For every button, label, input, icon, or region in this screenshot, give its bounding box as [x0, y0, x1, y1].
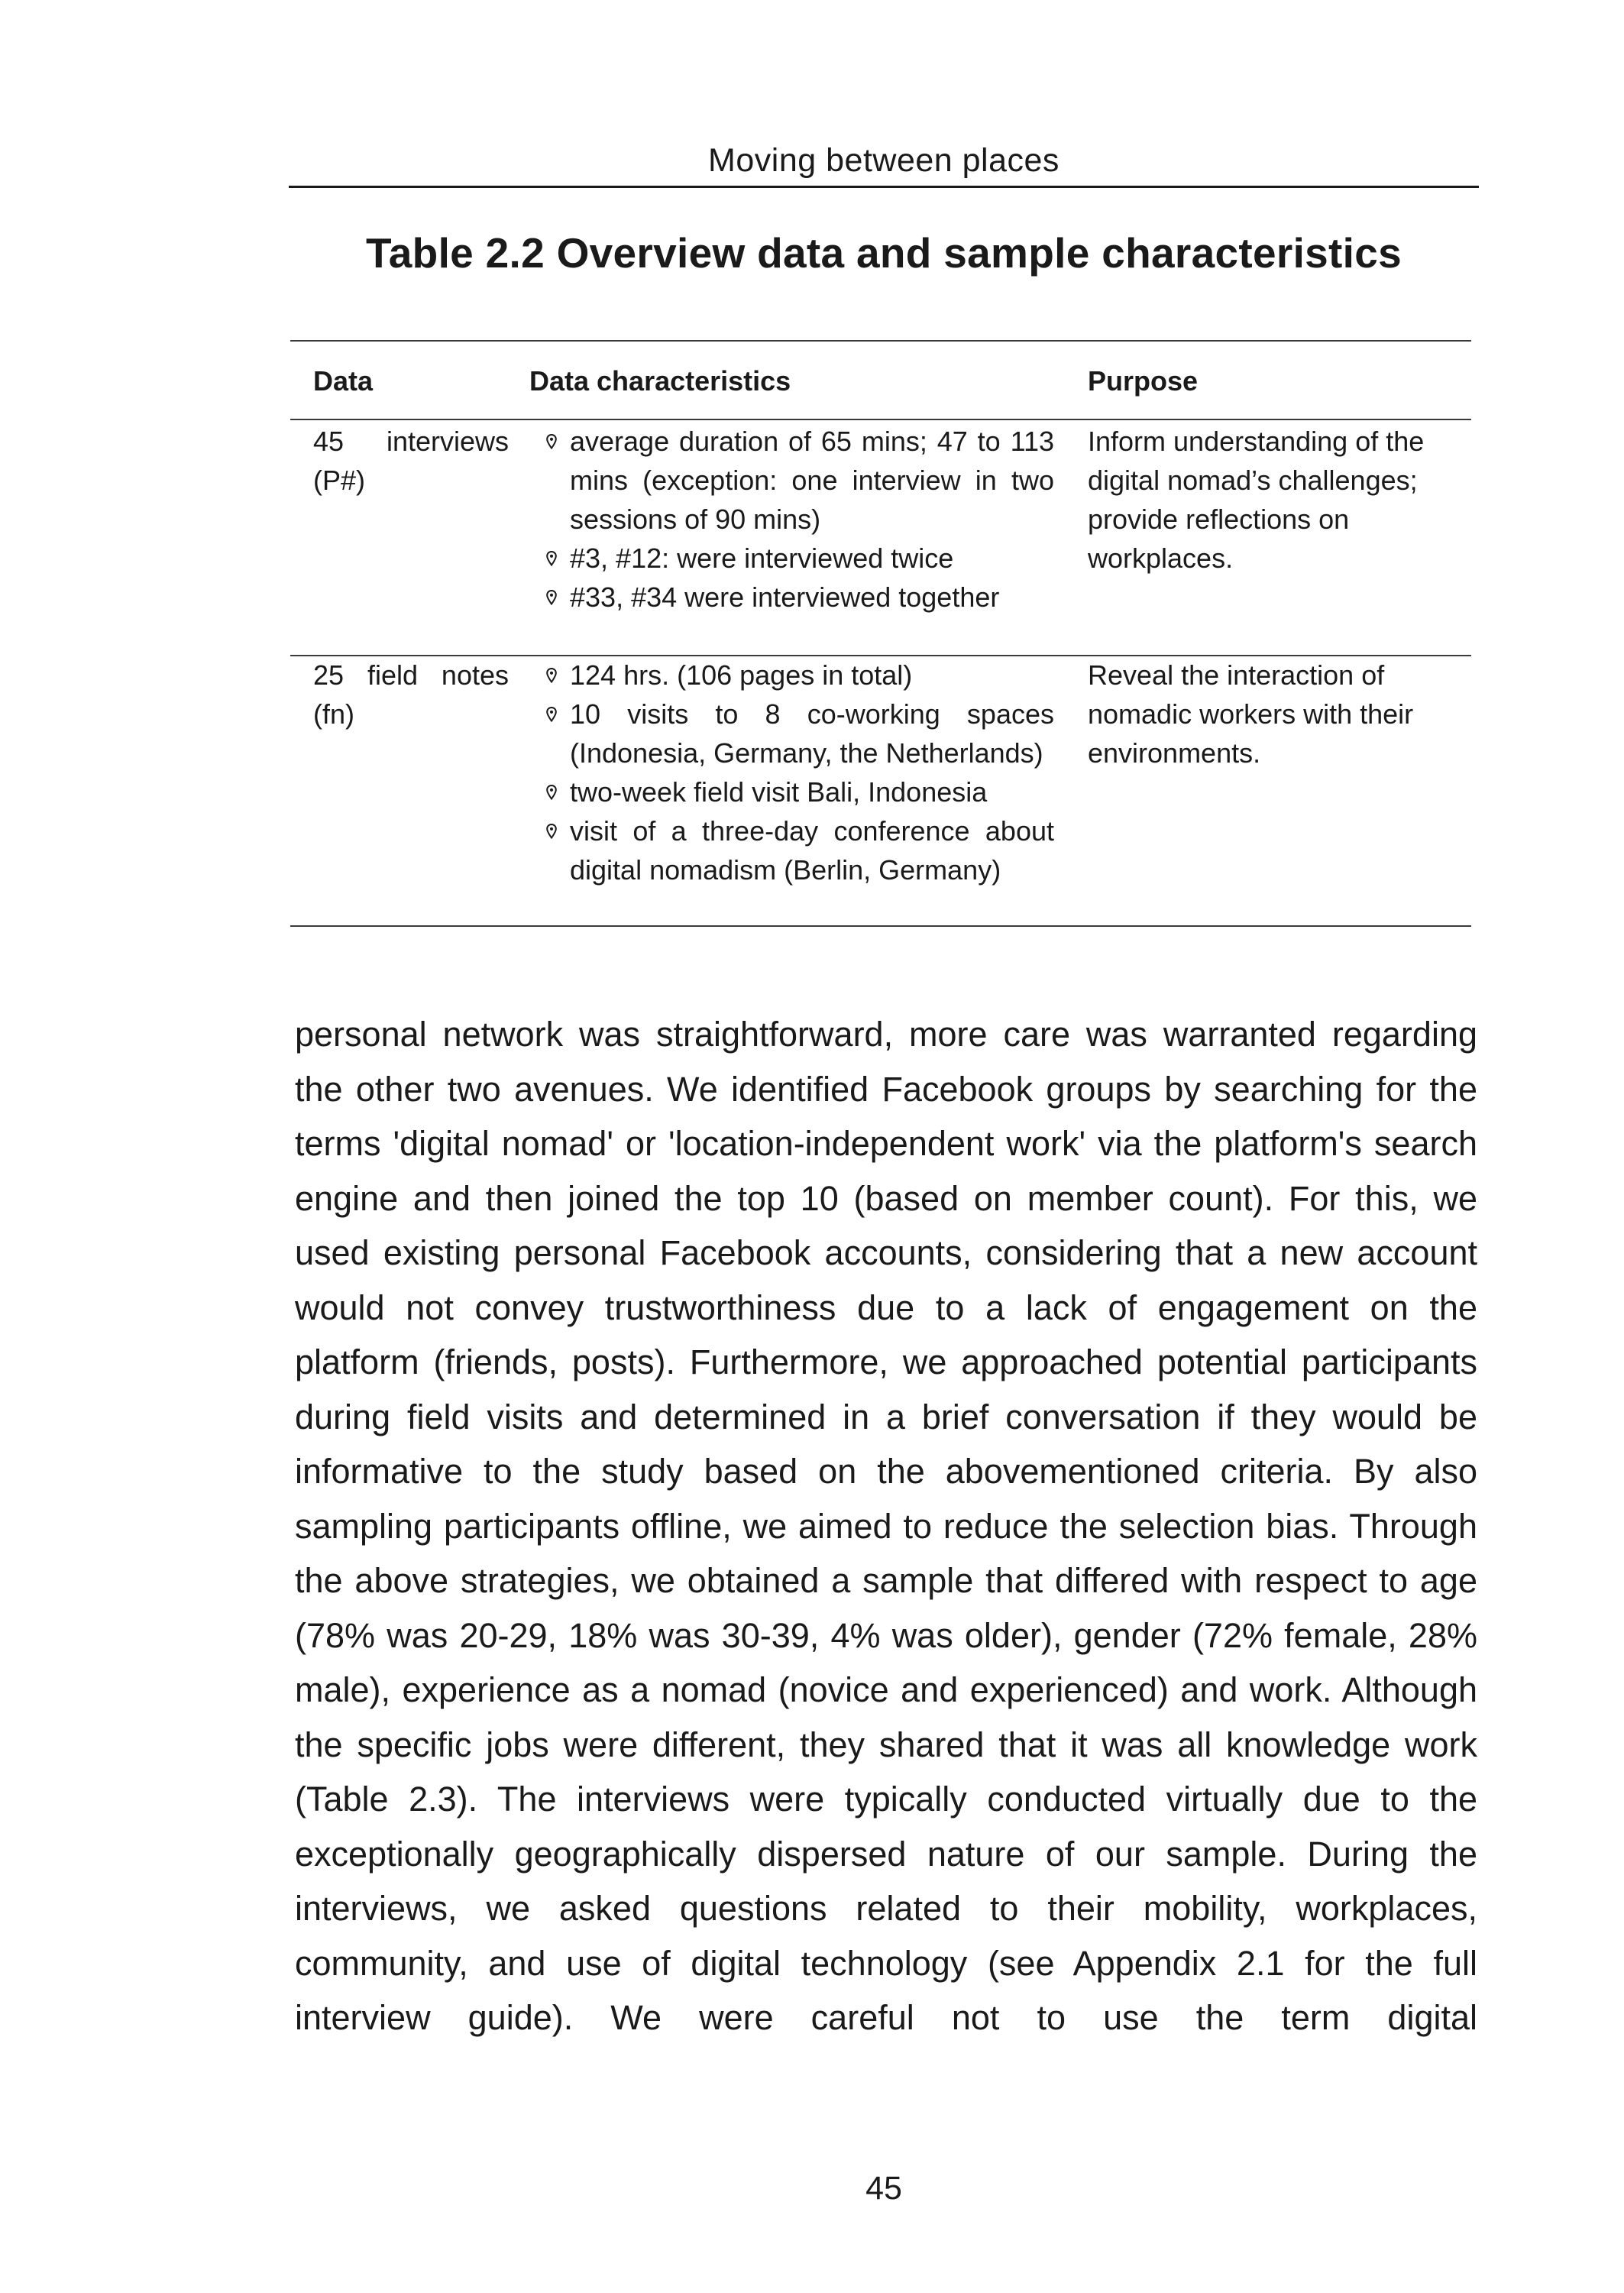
pin-icon — [544, 811, 559, 850]
list-item — [544, 695, 1054, 772]
pin-icon — [544, 695, 559, 734]
characteristics-list — [544, 422, 1054, 617]
list-item-text: #3, #12: were interviewed twice — [570, 542, 954, 574]
pin-icon — [544, 656, 559, 695]
list-item — [544, 578, 1054, 617]
row-data-cell: 25 field notes (fn) — [313, 659, 509, 730]
list-item — [544, 422, 1054, 539]
pin-icon — [544, 578, 559, 617]
row-purpose-cell: Reveal the interaction of nomadic workers with their environments. — [1088, 659, 1414, 769]
list-item-text: 124 hrs. (106 pages in total) — [570, 659, 913, 691]
column-header-characteristics: Data characteristics — [529, 365, 791, 397]
table-bottom-rule — [290, 925, 1471, 927]
list-item-text: 10 visits to 8 co-working spaces (Indonesia, Germany, the Netherlands) — [570, 698, 1054, 769]
row-data-cell: 45 interviews (P#) — [313, 426, 509, 496]
table-top-rule — [290, 340, 1471, 342]
pin-icon — [544, 772, 559, 811]
header-rule — [290, 419, 1471, 420]
column-header-data: Data — [313, 365, 374, 397]
row-purpose-cell: Inform understanding of the digital nomad’s challenges; provide reflections on workplaces. — [1088, 426, 1425, 574]
body-paragraph: personal network was straightforward, more care was warranted regarding the other two avenues. We identified Facebook groups by searching for the terms 'digital nomad' or 'location-independent work' via the platform's search engine and then joined the top 10 (based on member count). For this, we used existing personal Facebook accounts, considering that a new account would not convey trustworthiness due to a lack of engagement on the platform (friends, posts). Furthermore, we approached potential participants during field visits and determined in a brief conversation if they would be informative to the study based on the abovementioned criteria. By also sampling participants offline, we aimed to reduce the selection bias. Through the above strategies, we obtained a sample that differed with respect to age (78% was 20-29, 18% was 30-39, 4% was older), gender (72% female, 28% male), experience as a nomad (novice and experienced) and work. Although the specific jobs were different, they shared that it was all knowledge work (Table 2.3). The interviews were typically conducted virtually due to the exceptionally geographically dispersed nature of our sample. During the interviews, we asked questions related to their mobility, workplaces, community, and use of digital technology (see Appendix 2.1 for the full interview guide). We were careful not to use the term digital — [295, 1015, 1477, 2037]
list-item-text: average duration of 65 mins; 47 to 113 mins (exception: one interview in two sessions of 90 mins) — [570, 426, 1054, 535]
list-item-text: visit of a three-day conference about digital nomadism (Berlin, Germany) — [570, 815, 1054, 886]
list-item-text: two-week field visit Bali, Indonesia — [570, 776, 988, 808]
list-item — [544, 772, 1054, 811]
column-header-purpose: Purpose — [1088, 365, 1199, 397]
page-number: 45 — [865, 2170, 902, 2207]
characteristics-list — [544, 656, 1054, 889]
list-item-text: #33, #34 were interviewed together — [570, 581, 1000, 613]
running-head: Moving between places — [708, 142, 1059, 179]
running-head-rule — [289, 186, 1479, 188]
list-item — [544, 539, 1054, 578]
table-title: Table 2.2 Overview data and sample characteristics — [365, 229, 1402, 277]
list-item — [544, 811, 1054, 889]
pin-icon — [544, 422, 559, 461]
pin-icon — [544, 539, 559, 578]
list-item — [544, 656, 1054, 695]
